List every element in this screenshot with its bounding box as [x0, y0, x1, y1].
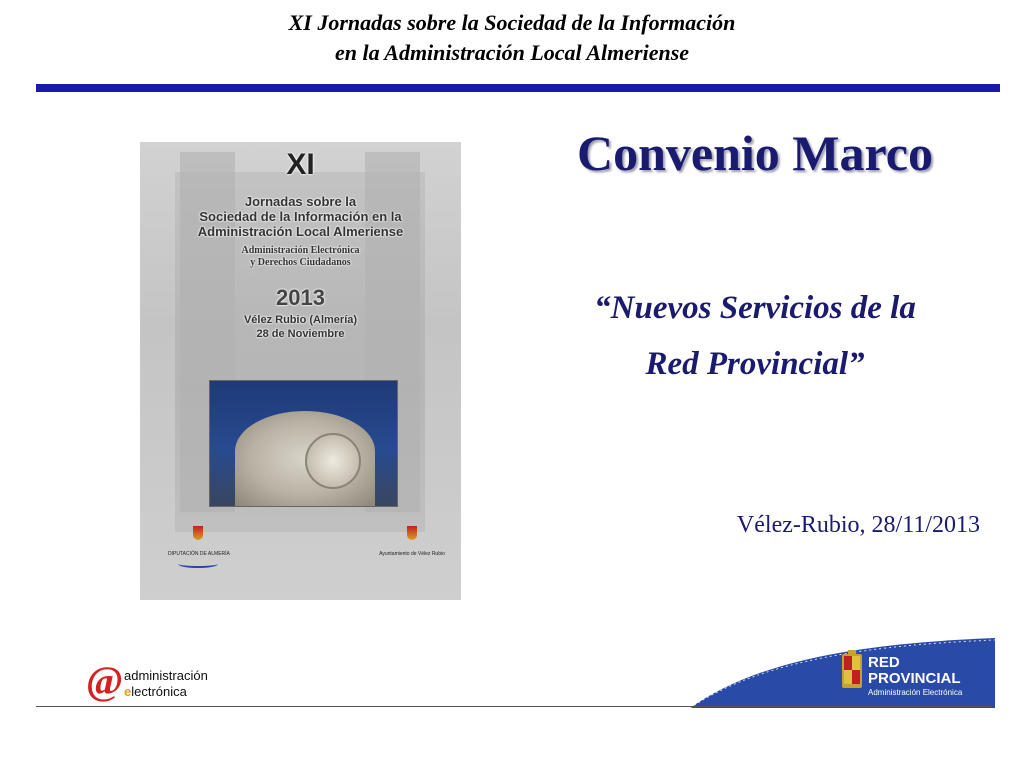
poster-title-line-3: Administración Local Almeriense [197, 224, 404, 239]
ayuntamiento-crest-icon [407, 526, 417, 540]
ae-logo-e: e [124, 684, 132, 699]
ae-logo-rest: lectrónica [131, 684, 187, 699]
poster-subtitle-2: y Derechos Ciudadanos [250, 257, 351, 268]
crest-crown [848, 650, 856, 655]
crest-q3 [844, 670, 852, 684]
diputacion-crest-icon [193, 526, 203, 540]
red-provincial-line-1: RED [868, 654, 900, 671]
diputacion-logo-text: DIPUTACIÓN DE ALMERÍA [168, 551, 230, 557]
header-divider [36, 84, 1000, 92]
poster-facade-photo [209, 380, 398, 507]
facade-shape [235, 411, 375, 506]
crest-q1 [844, 656, 852, 670]
slide-title: Convenio Marco [577, 125, 933, 181]
place-date: Vélez-Rubio, 28/11/2013 [736, 512, 980, 538]
slide-subtitle [510, 280, 1000, 392]
event-poster [140, 142, 461, 600]
red-provincial-line-3: Administración Electrónica [868, 688, 963, 697]
poster-year: 2013 [276, 285, 325, 310]
poster-title-line-2: Sociedad de la Información en la [199, 209, 402, 224]
poster-date: 28 de Noviembre [256, 328, 345, 340]
ayuntamiento-logo-text: Ayuntamiento de Vélez Rubio [379, 551, 445, 557]
poster-subtitle-1: Administración Electrónica [241, 245, 360, 256]
diputacion-swoosh-icon [178, 560, 218, 568]
footer-divider [36, 706, 992, 707]
poster-place: Vélez Rubio (Almería) [243, 314, 358, 326]
poster-title-line-1: Jornadas sobre la [244, 194, 357, 209]
header-line-2: en la Administración Local Almeriense [334, 40, 690, 65]
red-provincial-line-2: PROVINCIAL [868, 670, 961, 687]
crest-q2 [852, 656, 860, 670]
red-provincial-crest-icon [840, 650, 864, 694]
subtitle-line-1: “Nuevos Servicios de la [594, 290, 916, 326]
crest-q4 [852, 670, 860, 684]
ae-logo-line-2 [124, 684, 187, 699]
facade-coat-of-arms [305, 433, 361, 489]
header-line-1: XI Jornadas sobre la Sociedad de la Información [288, 10, 736, 35]
poster-edition: XI [286, 148, 315, 181]
ae-logo-line-1: administración [124, 668, 208, 683]
diputacion-logo [168, 526, 228, 568]
subtitle-line-2: Red Provincial” [645, 346, 865, 382]
ayuntamiento-logo [372, 526, 452, 557]
administracion-electronica-logo [86, 660, 246, 704]
at-sign-icon: @ [86, 658, 124, 703]
slide-header [0, 8, 1024, 68]
